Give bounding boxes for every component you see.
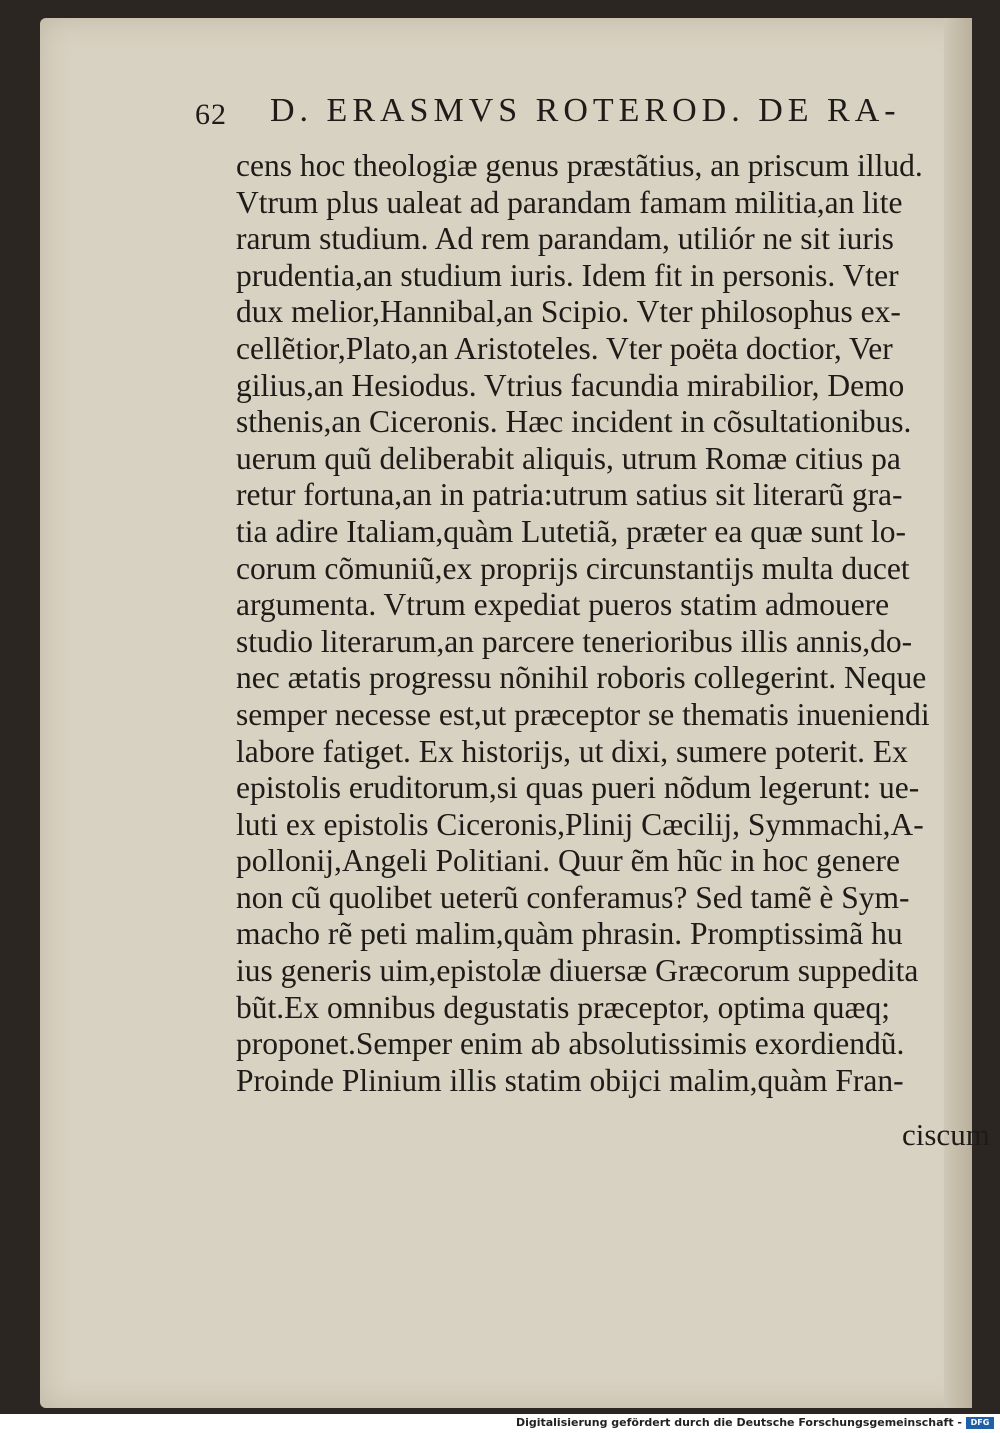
text-line: rarum studium. Ad rem parandam, utiliór ne sit iuris xyxy=(236,221,894,257)
text-line: macho rẽ peti malim,quàm phrasin. Promptissimã hu xyxy=(236,916,903,952)
text-line: Vtrum plus ualeat ad parandam famam militia,an lite xyxy=(236,184,903,220)
text-line: sthenis,an Ciceronis. Hæc incident in cõsultationibus. xyxy=(236,404,912,440)
running-head: D. ERASMVS ROTEROD. DE RA- xyxy=(270,92,901,129)
text-line: Proinde Plinium illis statim obijci malim,quàm Fran- xyxy=(236,1062,904,1098)
text-line: cellẽtior,Plato,an Aristoteles. Vter poëta doctior, Ver xyxy=(236,330,893,366)
text-line: studio literarum,an parcere tenerioribus illis annis,do- xyxy=(236,623,913,659)
text-line: corum cõmuniũ,ex proprijs circunstantijs multa ducet xyxy=(236,550,910,586)
text-line: pollonij,Angeli Politiani. Quur ẽm hũc in hoc genere xyxy=(236,843,900,879)
text-line: semper necesse est,ut præceptor se thematis inueniendi xyxy=(236,696,930,732)
text-line: proponet.Semper enim ab absolutissimis exordiendũ. xyxy=(236,1026,905,1062)
catchword: ciscum xyxy=(902,1117,990,1152)
text-line: nec ætatis progressu nõnihil roboris collegerint. Neque xyxy=(236,660,927,696)
text-line: uerum quũ deliberabit aliquis, utrum Romæ citius pa xyxy=(236,440,901,476)
text-line: cens hoc theologiæ genus præstãtius, an priscum illud. xyxy=(236,148,923,183)
funding-credit: Digitalisierung gefördert durch die Deutsche Forschungsgemeinschaft - xyxy=(515,1416,962,1429)
dfg-logo-icon: DFG xyxy=(966,1417,994,1429)
text-line: argumenta. Vtrum expediat pueros statim admouere xyxy=(236,587,890,623)
text-line: luti ex epistolis Ciceronis,Plinij Cæcilij, Symmachi,A- xyxy=(236,806,924,842)
body-text xyxy=(236,148,930,1099)
page-number: 62 xyxy=(195,98,227,131)
footer-bar xyxy=(0,1414,1000,1433)
text-line: gilius,an Hesiodus. Vtrius facundia mirabilior, Demo xyxy=(236,367,905,403)
page-header xyxy=(195,92,915,136)
text-line: non cũ quolibet ueterũ conferamus? Sed tamẽ è Sym- xyxy=(236,879,910,915)
text-line: dux melior,Hannibal,an Scipio. Vter philosophus ex- xyxy=(236,294,901,330)
text-line: ius generis uim,epistolæ diuersæ Græcorum suppedita xyxy=(236,953,919,989)
page-edge xyxy=(944,18,972,1408)
text-line: prudentia,an studium iuris. Idem fit in personis. Vter xyxy=(236,257,899,293)
text-line: tia adire Italiam,quàm Lutetiã, præter ea quæ sunt lo- xyxy=(236,513,907,549)
text-line: retur fortuna,an in patria:utrum satius sit literarũ gra- xyxy=(236,477,903,513)
text-line: bũt.Ex omnibus degustatis præceptor, optima quæq; xyxy=(236,989,891,1025)
text-line: epistolis eruditorum,si quas pueri nõdum legerunt: ue- xyxy=(236,770,920,806)
text-line: labore fatiget. Ex historijs, ut dixi, sumere poterit. Ex xyxy=(236,733,908,769)
